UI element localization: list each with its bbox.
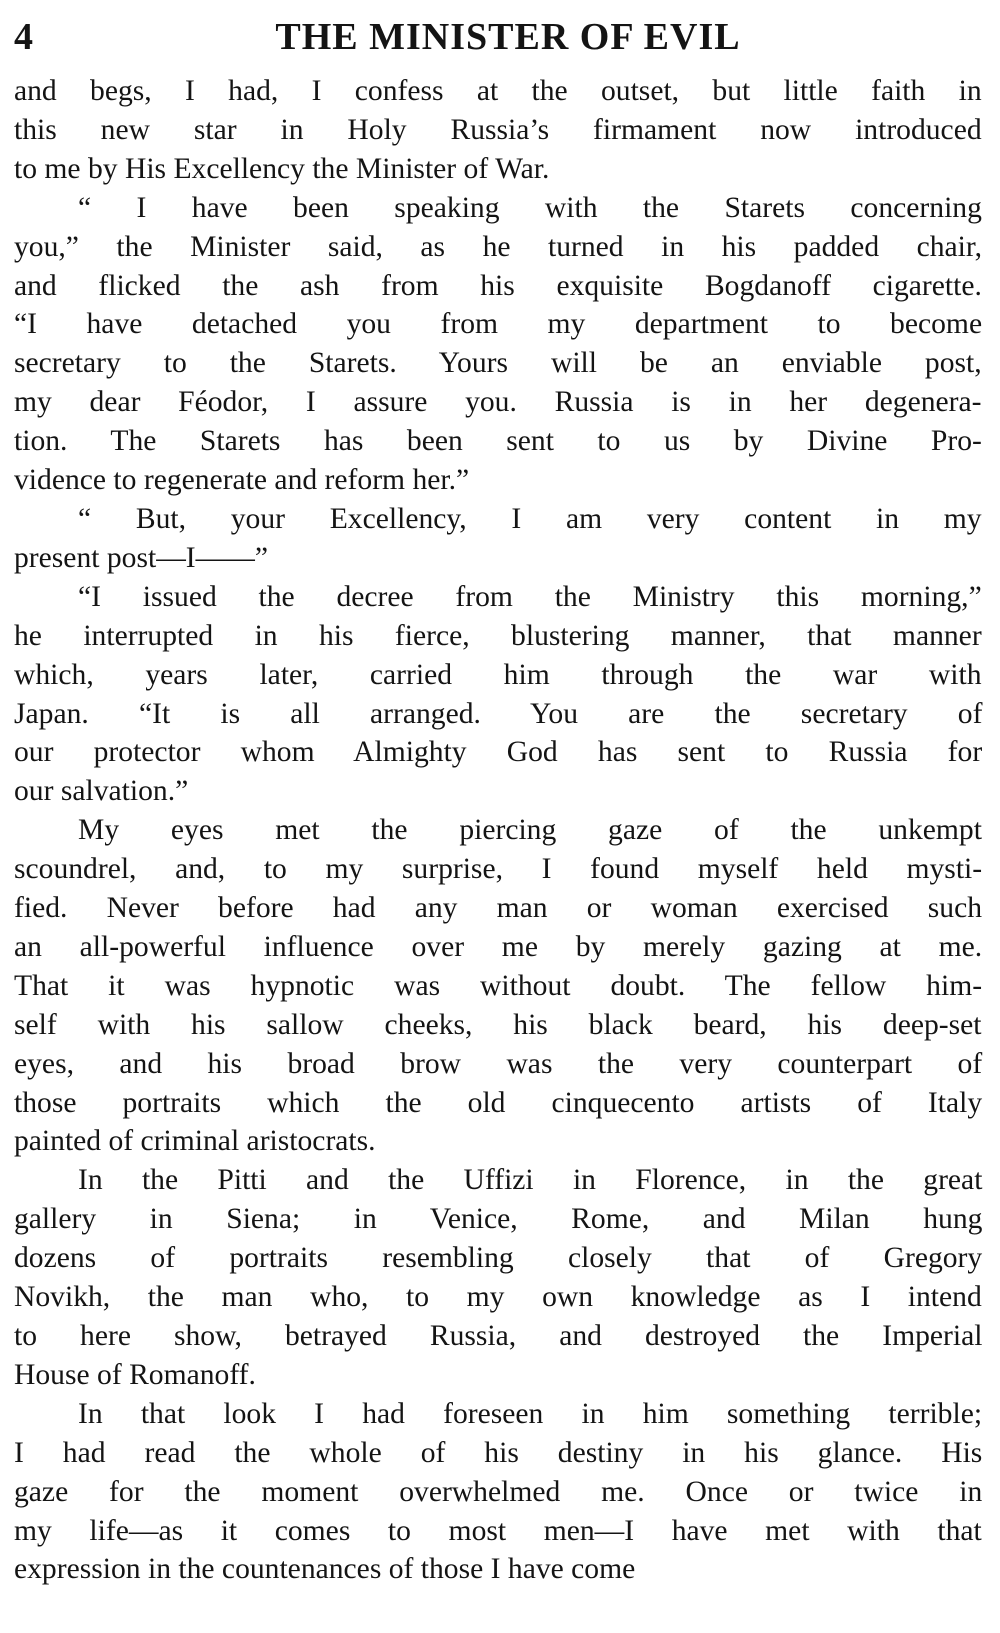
text-line: self with his sallow cheeks, his black beard, his deep-set (14, 1008, 982, 1041)
paragraph (14, 500, 982, 578)
text-line: expression in the countenances of those I have come (14, 1553, 636, 1586)
paragraph (14, 578, 982, 811)
text-line: Novikh, the man who, to my own knowledge as I intend (14, 1281, 982, 1314)
text-line: to me by His Excellency the Minister of War. (14, 152, 550, 185)
text-line: an all-powerful influence over me by merely gazing at me. (14, 930, 983, 963)
text-line: tion. The Starets has been sent to us by Divine Pro- (14, 425, 982, 458)
text-line: “ I have been speaking with the Starets concerning (78, 191, 982, 224)
text-line: I had read the whole of his destiny in his glance. His (14, 1436, 983, 1469)
text-line: House of Romanoff. (14, 1358, 256, 1391)
running-title: THE MINISTER OF EVIL (275, 16, 741, 58)
text-line: gaze for the moment overwhelmed me. Once or twice in (14, 1475, 983, 1508)
text-line: my dear Féodor, I assure you. Russia is in her degenera- (14, 386, 982, 419)
page-header (14, 10, 982, 72)
text-line: which, years later, carried him through the war with (14, 658, 982, 691)
text-line: fied. Never before had any man or woman exercised such (14, 892, 983, 925)
body-text (14, 72, 982, 1589)
text-line: In that look I had foreseen in him something terrible; (78, 1397, 983, 1430)
text-line: painted of criminal aristocrats. (14, 1125, 376, 1158)
text-line: scoundrel, and, to my surprise, I found myself held mysti- (14, 853, 983, 886)
text-line: those portraits which the old cinquecento artists of Italy (14, 1086, 983, 1119)
text-line: our protector whom Almighty God has sent to Russia for (14, 736, 983, 769)
text-line: Japan. “It is all arranged. You are the secretary of (14, 697, 983, 730)
text-line: In the Pitti and the Uffizi in Florence, in the great (78, 1164, 983, 1197)
text-line: “I issued the decree from the Ministry this morning,” (78, 580, 982, 613)
text-line: my life—as it comes to most men—I have met with that (14, 1514, 982, 1547)
text-line: you,” the Minister said, as he turned in his padded chair, (14, 230, 982, 263)
text-line: this new star in Holy Russia’s firmament now introduced (14, 113, 982, 146)
text-line: “ But, your Excellency, I am very content in my (78, 502, 982, 535)
text-line: That it was hypnotic was without doubt. The fellow him- (14, 969, 983, 1002)
text-line: our salvation.” (14, 775, 189, 808)
text-line: My eyes met the piercing gaze of the unkempt (78, 814, 982, 847)
paragraph (14, 1161, 982, 1394)
text-line: and flicked the ash from his exquisite Bogdanoff cigarette. (14, 269, 982, 302)
text-line: he interrupted in his fierce, blustering manner, that manner (14, 619, 982, 652)
paragraph (14, 811, 982, 1161)
paragraph (14, 189, 982, 500)
text-line: to here show, betrayed Russia, and destroyed the Imperial (14, 1320, 983, 1352)
paragraph (14, 1395, 982, 1590)
text-line: eyes, and his broad brow was the very counterpart of (14, 1047, 983, 1080)
text-line: and begs, I had, I confess at the outset, but little faith in (14, 75, 982, 107)
text-line: “I have detached you from my department to become (14, 308, 983, 341)
text-line: secretary to the Starets. Yours will be an enviable post, (14, 347, 982, 380)
page-number: 4 (14, 16, 33, 58)
text-line: gallery in Siena; in Venice, Rome, and Milan hung (14, 1203, 983, 1236)
text-line: present post—I——” (14, 541, 268, 574)
text-line: dozens of portraits resembling closely that of Gregory (14, 1242, 983, 1275)
text-line: vidence to regenerate and reform her.” (14, 464, 470, 497)
paragraph (14, 72, 982, 189)
